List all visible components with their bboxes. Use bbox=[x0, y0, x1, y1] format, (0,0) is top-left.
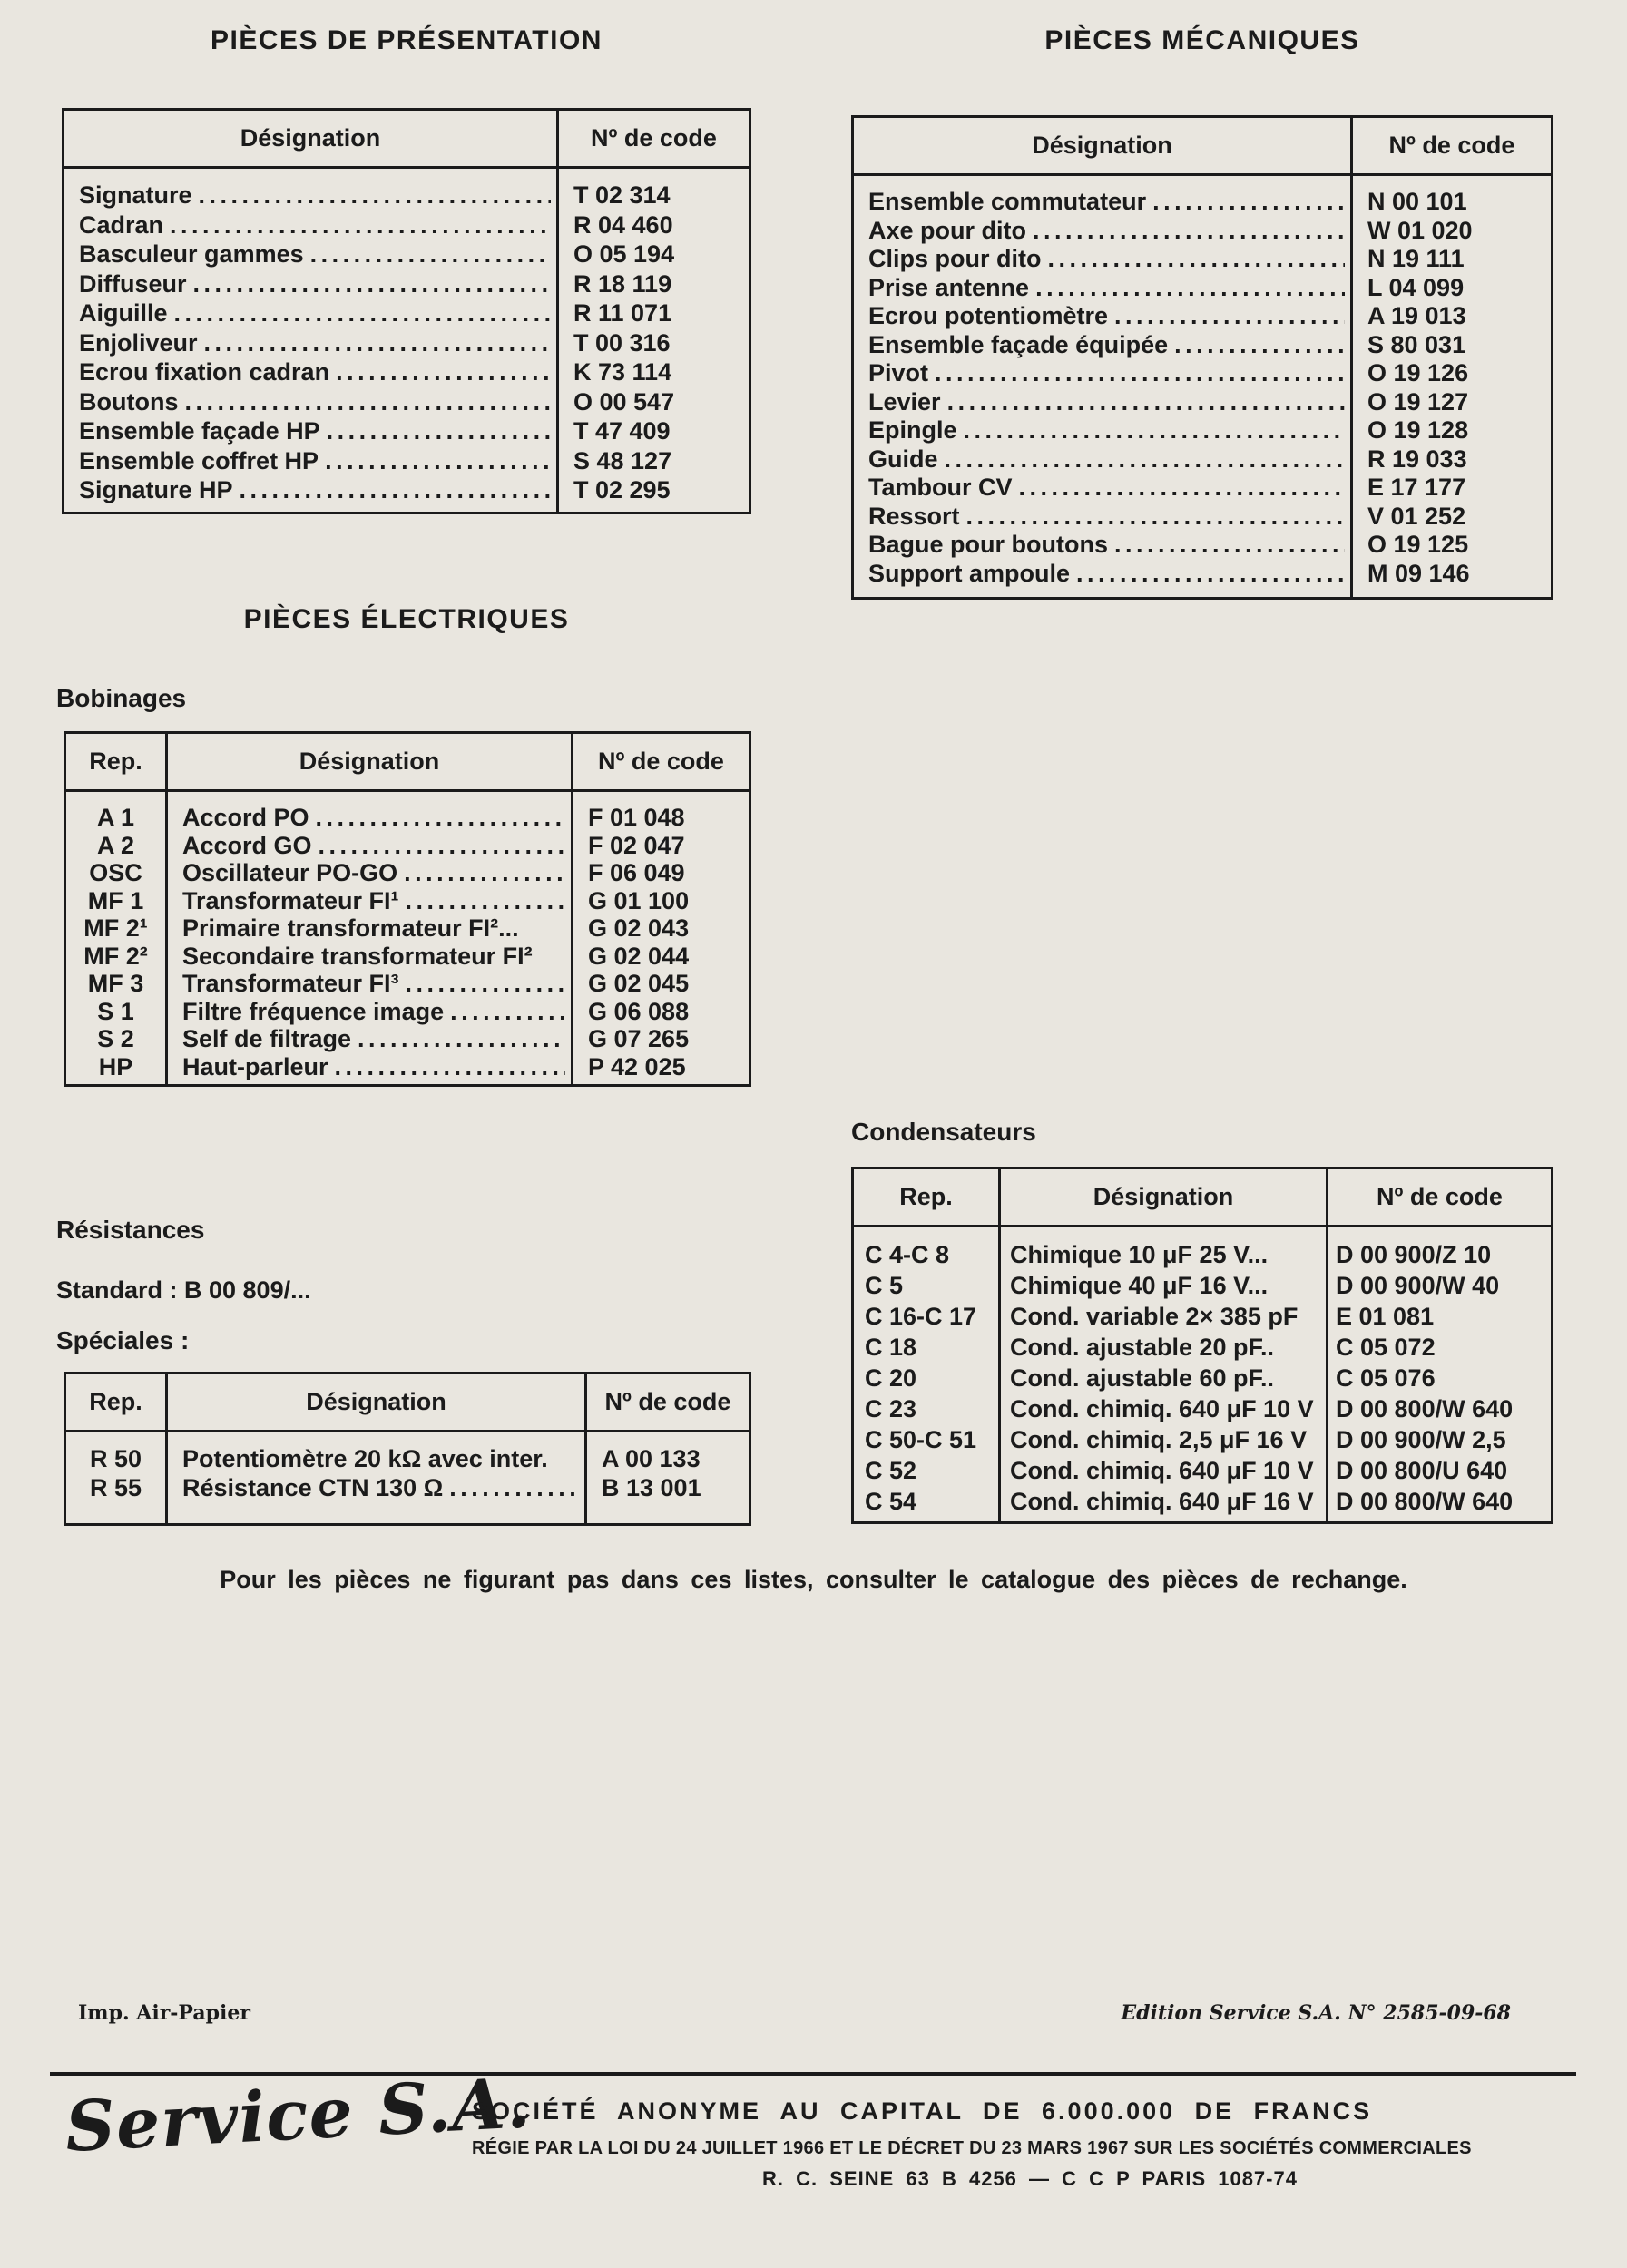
designation-text: Epingle bbox=[868, 416, 957, 444]
cell-rep: R 55 bbox=[89, 1474, 142, 1501]
table-column-designation bbox=[168, 792, 573, 1084]
designation-text: Ressort bbox=[868, 502, 960, 530]
designation-text: Ensemble façade HP bbox=[79, 417, 320, 445]
table-column-designation bbox=[64, 169, 559, 512]
section-title-mecaniques: PIÈCES MÉCANIQUES bbox=[1044, 25, 1360, 55]
cell-rep: C 50-C 51 bbox=[865, 1426, 977, 1453]
cell-designation bbox=[64, 387, 556, 417]
cell-designation bbox=[854, 274, 1350, 303]
designation-text: Pivot bbox=[868, 359, 929, 386]
cell-code: D 00 900/W 40 bbox=[1336, 1272, 1500, 1299]
cell-designation bbox=[854, 217, 1350, 246]
cell-rep: C 23 bbox=[865, 1395, 917, 1422]
cell-code: G 07 265 bbox=[588, 1025, 690, 1052]
cell-designation bbox=[854, 188, 1350, 217]
cell-designation bbox=[168, 1053, 571, 1081]
cell-code: D 00 800/W 640 bbox=[1336, 1488, 1514, 1515]
cell-designation bbox=[1001, 1486, 1326, 1517]
dot-leader bbox=[319, 832, 565, 860]
table-body bbox=[66, 1432, 749, 1523]
cell-rep: C 4-C 8 bbox=[865, 1241, 950, 1268]
cell-designation bbox=[1001, 1270, 1326, 1301]
designation-text: Transformateur FI³ bbox=[182, 970, 399, 997]
table-body bbox=[64, 169, 749, 512]
designation-text: Accord PO bbox=[182, 804, 309, 831]
dot-leader bbox=[336, 357, 551, 387]
table-column-code bbox=[1353, 176, 1551, 597]
cell-code: O 00 547 bbox=[573, 387, 675, 415]
designation-text: Chimique 10 μF 25 V... bbox=[1010, 1241, 1269, 1268]
cell-code: D 00 900/Z 10 bbox=[1336, 1241, 1492, 1268]
dot-leader bbox=[964, 416, 1345, 445]
designation-text: Bague pour boutons bbox=[868, 531, 1108, 558]
designation-text: Cadran bbox=[79, 210, 164, 239]
dot-leader bbox=[1019, 474, 1345, 503]
dot-leader bbox=[1152, 188, 1345, 217]
designation-text: Secondaire transformateur FI² bbox=[182, 942, 533, 970]
column-header-designation: Désignation bbox=[64, 111, 559, 166]
cell-code: O 05 194 bbox=[573, 240, 675, 268]
cell-code: G 06 088 bbox=[588, 997, 690, 1025]
cell-rep: S 1 bbox=[97, 997, 134, 1025]
dot-leader bbox=[1047, 245, 1345, 274]
table-column-designation bbox=[168, 1432, 587, 1523]
cell-designation bbox=[64, 269, 556, 299]
dot-leader bbox=[1114, 531, 1345, 560]
column-header-code: Nº de code bbox=[1388, 132, 1515, 159]
cell-rep: C 54 bbox=[865, 1488, 917, 1515]
cell-code: E 01 081 bbox=[1336, 1303, 1435, 1330]
cell-code: N 19 111 bbox=[1367, 245, 1465, 272]
table-column-designation bbox=[854, 176, 1353, 597]
cell-code: T 02 295 bbox=[573, 476, 671, 503]
cell-code: K 73 114 bbox=[573, 358, 672, 386]
presentation-parts-table bbox=[62, 108, 751, 514]
cell-code: V 01 252 bbox=[1367, 502, 1466, 530]
cell-code: P 42 025 bbox=[588, 1052, 686, 1080]
cell-code: D 00 900/W 2,5 bbox=[1336, 1426, 1506, 1453]
table-column-rep bbox=[66, 792, 168, 1084]
cell-code: T 47 409 bbox=[573, 417, 671, 445]
designation-text: Diffuseur bbox=[79, 269, 187, 298]
cell-rep: MF 3 bbox=[87, 970, 144, 997]
column-header-designation: Désignation bbox=[1001, 1169, 1328, 1225]
cell-code: O 19 126 bbox=[1367, 359, 1469, 386]
table-body bbox=[854, 176, 1551, 597]
dot-leader bbox=[327, 416, 551, 446]
resistances-speciales-label: Spéciales : bbox=[56, 1326, 190, 1354]
designation-text: Enjoliveur bbox=[79, 328, 198, 357]
cell-designation bbox=[854, 560, 1350, 589]
table-body bbox=[66, 792, 749, 1084]
cell-code: A 00 133 bbox=[602, 1445, 701, 1472]
cell-code: B 13 001 bbox=[602, 1474, 701, 1501]
dot-leader bbox=[966, 503, 1345, 532]
designation-text: Clips pour dito bbox=[868, 245, 1042, 272]
cell-designation bbox=[168, 1473, 584, 1502]
cell-designation bbox=[854, 331, 1350, 360]
dot-leader bbox=[316, 804, 565, 832]
cell-designation bbox=[854, 302, 1350, 331]
cell-designation bbox=[64, 298, 556, 328]
column-header-code: Nº de code bbox=[598, 748, 724, 775]
cell-designation bbox=[168, 943, 571, 971]
cell-designation bbox=[1001, 1332, 1326, 1363]
designation-text: Cond. chimiq. 640 μF 16 V bbox=[1010, 1488, 1314, 1515]
table-column-code bbox=[559, 169, 749, 512]
cell-code: F 01 048 bbox=[588, 804, 685, 831]
column-header-rep: Rep. bbox=[854, 1169, 1001, 1225]
designation-text: Prise antenne bbox=[868, 273, 1030, 301]
table-header-row bbox=[66, 734, 749, 792]
designation-text: Cond. chimiq. 640 μF 10 V bbox=[1010, 1395, 1314, 1422]
dot-leader bbox=[406, 887, 565, 915]
cell-code: L 04 099 bbox=[1367, 273, 1465, 301]
company-line-legal: RÉGIE PAR LA LOI DU 24 JUILLET 1966 ET LE DÉCRET DU 23 MARS 1967 SUR LES SOCIÉTÉS COMMERCIALES bbox=[472, 2138, 1472, 2158]
condensateurs-table bbox=[851, 1167, 1553, 1524]
cell-rep: OSC bbox=[89, 859, 142, 886]
dot-leader bbox=[358, 1025, 565, 1053]
column-header-designation: Désignation bbox=[168, 734, 573, 789]
dot-leader bbox=[450, 998, 565, 1026]
resistances-standard-line: Standard : B 00 809/... bbox=[56, 1276, 311, 1304]
dot-leader bbox=[199, 181, 551, 210]
dot-leader bbox=[1174, 331, 1345, 360]
designation-text: Aiguille bbox=[79, 299, 168, 327]
designation-text: Signature bbox=[79, 181, 192, 209]
column-header-rep: Rep. bbox=[66, 1374, 168, 1430]
dot-leader bbox=[1033, 217, 1345, 246]
cell-designation bbox=[64, 446, 556, 476]
table-header-row bbox=[854, 118, 1551, 176]
cell-rep: C 20 bbox=[865, 1364, 917, 1392]
designation-text: Résistance CTN 130 Ω bbox=[182, 1474, 444, 1501]
column-header-code: Nº de code bbox=[604, 1388, 731, 1415]
cell-code: F 06 049 bbox=[588, 859, 685, 886]
cell-code: G 02 044 bbox=[588, 942, 690, 970]
cell-designation bbox=[64, 181, 556, 210]
dot-leader bbox=[1076, 560, 1345, 589]
cell-rep: S 2 bbox=[97, 1025, 134, 1052]
edition-reference: Edition Service S.A. N° 2585-09-68 bbox=[1121, 2001, 1511, 2025]
cell-code: M 09 146 bbox=[1367, 559, 1470, 587]
designation-text: Cond. chimiq. 640 μF 10 V bbox=[1010, 1457, 1314, 1484]
cell-code: R 19 033 bbox=[1367, 445, 1467, 473]
company-line-capital: SOCIÉTÉ ANONYME AU CAPITAL DE 6.000.000 DE FRANCS bbox=[472, 2097, 1373, 2125]
designation-text: Ensemble coffret HP bbox=[79, 446, 319, 474]
cell-rep: MF 2² bbox=[83, 942, 148, 970]
cell-designation bbox=[168, 970, 571, 998]
designation-text: Boutons bbox=[79, 387, 179, 415]
column-header-code: Nº de code bbox=[1377, 1183, 1503, 1210]
designation-text: Oscillateur PO-GO bbox=[182, 859, 398, 886]
cell-designation bbox=[168, 1444, 584, 1473]
cell-rep: A 2 bbox=[96, 831, 134, 859]
cell-rep: MF 2¹ bbox=[83, 914, 148, 942]
cell-designation bbox=[1001, 1393, 1326, 1424]
table-column-code bbox=[1328, 1227, 1551, 1521]
cell-code: A 19 013 bbox=[1367, 302, 1466, 329]
column-header-designation: Désignation bbox=[854, 118, 1353, 173]
cell-designation bbox=[168, 887, 571, 915]
resistances-speciales-table bbox=[64, 1372, 751, 1526]
table-column-code bbox=[587, 1432, 749, 1523]
dot-leader bbox=[325, 446, 551, 476]
cell-code: G 02 043 bbox=[588, 914, 690, 942]
table-header-row bbox=[66, 1374, 749, 1432]
cell-rep: C 52 bbox=[865, 1457, 917, 1484]
cell-designation bbox=[64, 328, 556, 358]
cell-designation bbox=[854, 245, 1350, 274]
dot-leader bbox=[1114, 302, 1345, 331]
table-body bbox=[854, 1227, 1551, 1521]
section-title-electriques: PIÈCES ÉLECTRIQUES bbox=[243, 604, 570, 634]
designation-text: Ensemble commutateur bbox=[868, 188, 1147, 215]
dot-leader bbox=[174, 298, 551, 328]
cell-designation bbox=[1001, 1455, 1326, 1486]
cell-designation bbox=[168, 804, 571, 832]
cell-code: T 02 314 bbox=[573, 181, 671, 209]
table-header-row bbox=[64, 111, 749, 169]
designation-text: Self de filtrage bbox=[182, 1025, 352, 1052]
cell-designation bbox=[64, 240, 556, 269]
cell-code: O 19 127 bbox=[1367, 387, 1469, 415]
cell-designation bbox=[1001, 1363, 1326, 1393]
bobinages-table bbox=[64, 731, 751, 1087]
table-column-designation bbox=[1001, 1227, 1328, 1521]
cell-code: R 04 460 bbox=[573, 210, 673, 239]
cell-designation bbox=[64, 210, 556, 240]
cell-code: O 19 128 bbox=[1367, 416, 1469, 444]
cell-rep: HP bbox=[98, 1052, 133, 1080]
dot-leader bbox=[184, 387, 551, 417]
dot-leader bbox=[240, 475, 551, 505]
dot-leader bbox=[935, 359, 1345, 388]
designation-text: Ecrou fixation cadran bbox=[79, 358, 330, 386]
cell-code: W 01 020 bbox=[1367, 216, 1473, 244]
designation-text: Tambour CV bbox=[868, 474, 1013, 501]
cell-code: D 00 800/W 640 bbox=[1336, 1395, 1514, 1422]
cell-rep: R 50 bbox=[89, 1445, 142, 1472]
designation-text: Guide bbox=[868, 445, 938, 473]
cell-code: C 05 076 bbox=[1336, 1364, 1436, 1392]
cell-rep: MF 1 bbox=[87, 886, 144, 914]
cell-code: D 00 800/U 640 bbox=[1336, 1457, 1508, 1484]
designation-text: Cond. ajustable 60 pF.. bbox=[1010, 1364, 1275, 1392]
cell-designation bbox=[854, 359, 1350, 388]
dot-leader bbox=[449, 1473, 579, 1502]
designation-text: Ensemble façade équipée bbox=[868, 330, 1169, 358]
cell-designation bbox=[64, 475, 556, 505]
condensateurs-label: Condensateurs bbox=[851, 1118, 1036, 1146]
table-column-rep bbox=[854, 1227, 1001, 1521]
company-line-registry: R. C. SEINE 63 B 4256 — C C P PARIS 1087-74 bbox=[762, 2167, 1298, 2190]
cell-code: O 19 125 bbox=[1367, 531, 1469, 558]
cell-rep: C 18 bbox=[865, 1334, 917, 1361]
company-info-block bbox=[472, 2097, 1588, 2191]
column-header-designation: Désignation bbox=[168, 1374, 587, 1430]
cell-designation bbox=[168, 1025, 571, 1053]
mechanical-parts-table bbox=[851, 115, 1553, 600]
cell-code: N 00 101 bbox=[1367, 188, 1467, 215]
bobinages-label: Bobinages bbox=[56, 684, 187, 712]
table-header-row bbox=[854, 1169, 1551, 1227]
cell-designation bbox=[854, 388, 1350, 417]
table-column-code bbox=[573, 792, 749, 1084]
cell-code: C 05 072 bbox=[1336, 1334, 1436, 1361]
designation-text: Filtre fréquence image bbox=[182, 997, 445, 1025]
designation-text: Support ampoule bbox=[868, 559, 1070, 587]
cell-rep: C 16-C 17 bbox=[865, 1303, 977, 1330]
designation-text: Accord GO bbox=[182, 831, 312, 859]
cell-code: G 02 045 bbox=[588, 970, 690, 997]
dot-leader bbox=[406, 970, 565, 998]
dot-leader bbox=[1035, 274, 1345, 303]
dot-leader bbox=[947, 388, 1345, 417]
section-title-presentation: PIÈCES DE PRÉSENTATION bbox=[211, 25, 603, 55]
cell-designation bbox=[64, 416, 556, 446]
dot-leader bbox=[335, 1053, 565, 1081]
cell-designation bbox=[168, 859, 571, 887]
cell-designation bbox=[854, 531, 1350, 560]
cell-designation bbox=[64, 357, 556, 387]
cell-designation bbox=[854, 474, 1350, 503]
designation-text: Haut-parleur bbox=[182, 1052, 328, 1080]
cell-rep: C 5 bbox=[865, 1272, 904, 1299]
cell-designation bbox=[168, 832, 571, 860]
printer-credit: Imp. Air-Papier bbox=[78, 2001, 250, 2025]
dot-leader bbox=[945, 445, 1345, 474]
dot-leader bbox=[193, 269, 551, 299]
cell-designation bbox=[854, 503, 1350, 532]
cell-designation bbox=[1001, 1424, 1326, 1455]
designation-text: Transformateur FI¹ bbox=[182, 886, 399, 914]
designation-text: Levier bbox=[868, 387, 941, 415]
cell-designation bbox=[168, 914, 571, 943]
designation-text: Cond. chimiq. 2,5 μF 16 V bbox=[1010, 1426, 1308, 1453]
cell-designation bbox=[854, 445, 1350, 474]
designation-text: Ecrou potentiomètre bbox=[868, 302, 1109, 329]
cell-designation bbox=[168, 998, 571, 1026]
dot-leader bbox=[204, 328, 551, 358]
cell-designation bbox=[854, 416, 1350, 445]
cell-code: E 17 177 bbox=[1367, 474, 1466, 501]
designation-text: Signature HP bbox=[79, 476, 233, 503]
service-sa-logo: Service S.A. bbox=[63, 2062, 534, 2167]
designation-text: Cond. ajustable 20 pF.. bbox=[1010, 1334, 1275, 1361]
cell-code: T 00 316 bbox=[573, 328, 671, 357]
cell-code: G 01 100 bbox=[588, 886, 690, 914]
column-header-code: Nº de code bbox=[591, 124, 717, 152]
dot-leader bbox=[310, 240, 551, 269]
designation-text: Primaire transformateur FI²... bbox=[182, 914, 519, 942]
cell-rep: A 1 bbox=[96, 804, 134, 831]
designation-text: Axe pour dito bbox=[868, 216, 1026, 244]
designation-text: Basculeur gammes bbox=[79, 240, 304, 268]
cell-code: R 18 119 bbox=[573, 269, 672, 298]
designation-text: Cond. variable 2× 385 pF bbox=[1010, 1303, 1299, 1330]
dot-leader bbox=[404, 859, 565, 887]
catalogue-note: Pour les pièces ne figurant pas dans ces listes, consulter le catalogue des pièces de rechange. bbox=[220, 1566, 1407, 1593]
table-column-rep bbox=[66, 1432, 168, 1523]
designation-text: Potentiomètre 20 kΩ avec inter. bbox=[182, 1445, 548, 1472]
cell-code: R 11 071 bbox=[573, 299, 672, 327]
column-header-rep: Rep. bbox=[66, 734, 168, 789]
resistances-label: Résistances bbox=[56, 1216, 205, 1244]
cell-code: S 80 031 bbox=[1367, 330, 1466, 358]
designation-text: Chimique 40 μF 16 V... bbox=[1010, 1272, 1269, 1299]
dot-leader bbox=[170, 210, 551, 240]
cell-code: F 02 047 bbox=[588, 831, 685, 859]
cell-designation bbox=[1001, 1239, 1326, 1270]
cell-designation bbox=[1001, 1301, 1326, 1332]
cell-code: S 48 127 bbox=[573, 446, 672, 474]
